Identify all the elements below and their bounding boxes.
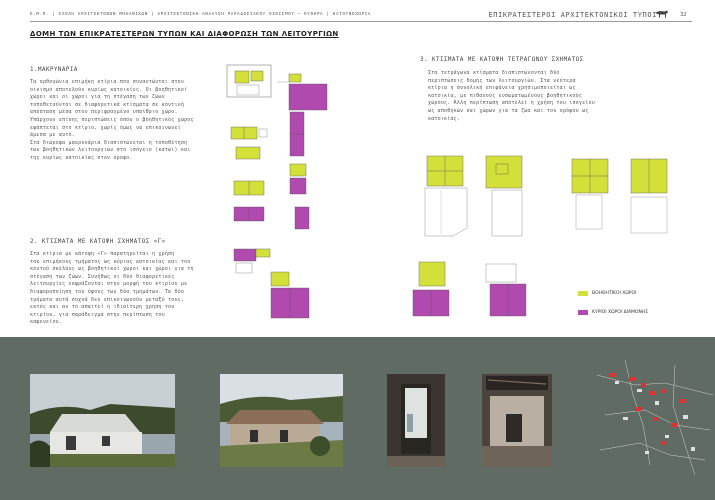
text-line: απόσταση μέσα στον περιφραγμένο υπαίθριο χώρο. [30,109,178,116]
floor-plan-1h [232,203,272,225]
floor-plan-3f [480,262,536,322]
text-line: διαφοροποίηση του ύψους των δύο τμημάτων. Τα δύο [30,288,185,295]
text-line: Υπάρχουν επίσης περιπτώσεις όπου ο βοηθητικός χώρος [30,116,194,123]
text-line: εκτός και αν το απαιτεί η ιδιαίτερη χρήση του [30,304,175,311]
text-line: εφάπτεται στο κτίριο, χωρίς όμως να επικοινωνεί [30,124,181,131]
photo-house-exterior [30,374,175,467]
text-line: περιπτώσεις δομής των λειτουργιών. Στα νεότερα [428,77,576,84]
floor-plan-1a [225,63,273,99]
text-line: κτίρια η συνολική επιφάνεια χρησιμοποιείται ως [428,85,576,92]
text-line: λειτουργίες εκφράζονται στην μορφή του κτιρίου με [30,281,188,288]
section-2-title: 2. ΚΤΙΣΜΑΤΑ ΜΕ ΚΑΤΟΨΗ ΣΧΗΜΑΤΟΣ «Γ» [30,239,166,245]
text-line: κατοικίας. [428,115,461,122]
page-number: 32 [680,12,687,18]
floor-plan-3a [423,150,473,238]
text-line: Στα διώροφα μακρυνάρια διαπιστώνεται η τοποθέτηση [30,139,188,146]
text-line: τοποθετούνται σε διαφορετικά κτίσματα σε κοντινή [30,101,185,108]
text-line: καφενείου. [30,319,63,326]
legend-swatch-living [578,310,588,315]
header-divider [30,21,692,22]
legend-label-auxiliary: ΒΟΗΘΗΤΙΚΟΙ ΧΩΡΟΙ [592,291,637,296]
text-line: στέγαση των ζώων. Συνήθως οι δύο διαφορετικές [30,273,175,280]
photo-interior-doorway [387,374,445,467]
floor-plan-3c [566,153,616,233]
legend-label-living: ΚΥΡΙΟΙ ΧΩΡΟΙ ΔΙΑΜΟΝΗΣ [592,310,649,315]
floor-plan-3b [482,152,532,240]
text-line: Τα ορθογώνια επιμήκη κτίρια που συναντώνται στον [30,79,185,85]
section-2-text [30,251,213,327]
section-1-text [30,79,210,163]
page-title: ΔΟΜΗ ΤΩΝ ΕΠΙΚΡΑΤΕΣΤΕΡΩΝ ΤΥΠΩΝ ΚΑΙ ΔΙΑΦΟΡΩΣΗ ΤΩΝ ΛΕΙΤΟΥΡΓΙΩΝ [30,30,339,38]
floor-plan-3d [625,153,675,237]
text-line: κοντού σκέλους ως βοηθητικοί χώροι και χώροι για τη [30,266,194,273]
text-line: κτιρίου, για παράδειγμα στην περίπτωση του [30,311,165,318]
section-3-text [428,70,618,123]
header-section-title: ΕΠΙΚΡΑΤΕΣΤΕΡΟΙ ΑΡΧΙΤΕΚΤΟΝΙΚΟΙ ΤΥΠΟΙ [488,11,657,19]
floor-plan-2b [265,270,315,322]
text-line: χώρους. Άλλη περίπτωση αποτελεί η χρήση του ισογείου [428,100,595,107]
floor-plan-1f [284,162,314,196]
section-3-title: 3. ΚΤΙΣΜΑΤΑ ΜΕ ΚΑΤΟΨΗ ΤΕΤΡΑΓΩΝΟΥ ΣΧΗΜΑΤΟΣ [420,57,584,63]
settlement-map [595,355,715,480]
text-line: χώροι και οι χώροι για τη στέγαση των ζώων [30,94,165,101]
goat-icon [654,9,669,19]
text-line: άμεσα με αυτό. [30,132,75,139]
floor-plan-1d [229,123,269,143]
legend-swatch-auxiliary [578,291,588,296]
text-line: των βοηθητικών λειτουργιών στο ισόγειο (κατώι) και [30,147,191,154]
text-line: οικισμό αποτελούν κυρίως κατοικίες. Οι βοηθητικοί [30,86,188,93]
floor-plan-1e [234,145,264,163]
floor-plan-1i [291,205,313,231]
text-line: Στα κτίρια με κάτοψη «Γ» παρατηρείται η χρήση [30,251,175,257]
floor-plan-3e [405,260,457,320]
floor-plan-1c [286,110,308,158]
text-line: ως αποθηκών και χώρων για τα ζώα και του ορόφου ως [428,107,589,114]
text-line: του επιμήκους τμήματος ως κύριας κατοικίας και του [30,258,191,265]
photo-ruined-house [220,374,343,467]
floor-plan-1g [232,177,272,199]
text-line: κατοικία, με πιθανούς ενσωματωμένους βοηθητικούς [428,92,583,99]
text-line: της κυρίως κατοικίας στον όροφο. [30,154,133,161]
photo-interior-room [482,374,552,467]
text-line: τμήματα αυτά συχνά δεν επικοινωνούν μεταξύ τους, [30,296,185,303]
text-line: Στα τετράγωνα κτίσματα διαπιστώνονται δύο [428,70,560,76]
section-1-title: 1.ΜΑΚΡΥΝΑΡΙΑ [30,67,78,73]
floor-plan-1b [275,72,330,112]
header-breadcrumb: Ε.Μ.Π. | ΣΧΟΛΗ ΑΡΧΙΤΕΚΤΟΝΩΝ ΜΗΧΑΝΙΚΩΝ | ΑΡΧΙΤΕΚΤΟΝΙΚΗ ΑΝΑΛΥΣΗ ΠΑΡΑΔΟΣΙΑΚΟΥ ΟΙΚΙΣΜΟΥ – ΚΥΘΗΡΑ | ΚΑΤΟΥΝΟΧΩΡΙΑ [30,12,372,17]
